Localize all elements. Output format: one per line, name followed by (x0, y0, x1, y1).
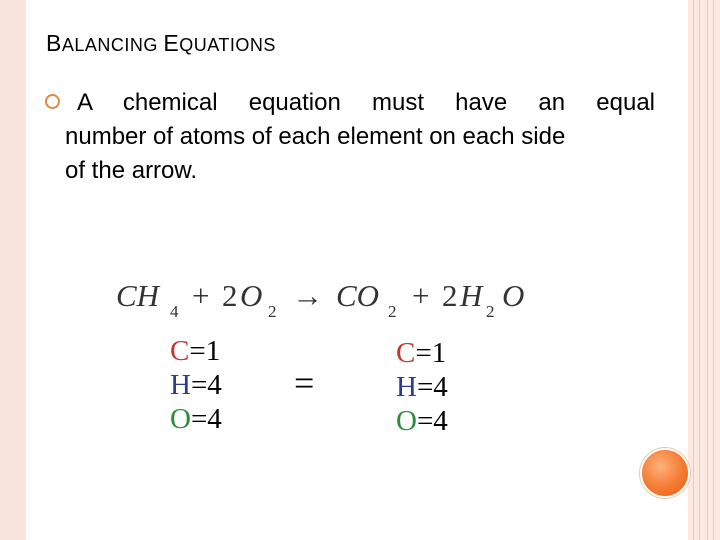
atom-count-row (170, 368, 222, 402)
subscript-2: 2 (486, 302, 495, 321)
equals-sign: = (294, 363, 315, 403)
element-symbol: H (396, 371, 417, 403)
reactant-o2: O (240, 278, 263, 313)
atom-count-row (396, 370, 448, 404)
title-part: B (46, 30, 62, 56)
orange-circle-decoration (640, 448, 690, 498)
bullet-line: of the arrow. (65, 157, 198, 184)
plus-sign: + (412, 278, 430, 313)
atom-count-row (396, 404, 448, 438)
coefficient: 2 (442, 278, 458, 313)
product-atom-counts (396, 336, 448, 438)
product-h: H (460, 278, 483, 313)
right-stripe (699, 0, 700, 540)
left-decorative-band (0, 0, 26, 540)
subscript-2: 2 (268, 302, 277, 321)
reactant-atom-counts (170, 334, 222, 436)
atom-count-row (170, 334, 222, 368)
count-value: =1 (189, 335, 221, 367)
atom-count-row (396, 336, 448, 370)
chemical-equation (116, 274, 536, 324)
bullet-text (65, 86, 655, 188)
element-symbol: C (170, 335, 190, 367)
title-part: E (163, 30, 180, 56)
element-symbol: C (396, 337, 416, 369)
element-symbol: O (170, 403, 191, 435)
count-value: =1 (415, 337, 447, 369)
bullet-line: A chemical equation must have an equal (77, 89, 655, 116)
reaction-arrow-icon: → (292, 278, 323, 313)
count-value: =4 (190, 403, 222, 435)
right-stripe (713, 0, 714, 540)
right-stripe (707, 0, 708, 540)
title-part: ALANCING (61, 35, 164, 55)
product-co2: CO (336, 278, 380, 313)
count-value: =4 (416, 371, 448, 403)
product-o: O (502, 278, 525, 313)
coefficient: 2 (222, 278, 238, 313)
reactant-ch4: CH (116, 278, 160, 313)
plus-sign: + (192, 278, 210, 313)
slide-title (46, 30, 276, 57)
element-symbol: O (396, 405, 417, 437)
count-value: =4 (416, 405, 448, 437)
bullet-line: number of atoms of each element on each side (65, 123, 566, 150)
bullet-ring-icon (45, 94, 60, 109)
subscript-4: 4 (170, 302, 179, 321)
subscript-2: 2 (388, 302, 397, 321)
right-stripe (693, 0, 694, 540)
element-symbol: H (170, 369, 191, 401)
atom-count-row (170, 402, 222, 436)
title-part: QUATIONS (179, 35, 276, 55)
count-value: =4 (190, 369, 222, 401)
